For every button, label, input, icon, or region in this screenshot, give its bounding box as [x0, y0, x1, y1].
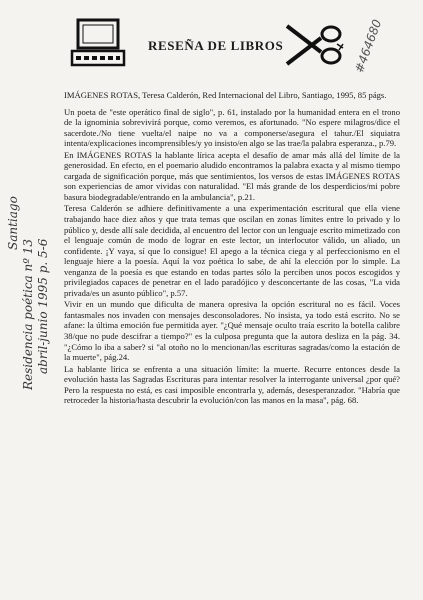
margin-note-line-3: abril-junio 1995 p. 5-6: [36, 238, 50, 374]
section-title: RESEÑA DE LIBROS: [148, 38, 284, 53]
review-paragraph: Teresa Calderón se adhiere definitivamente a una experimentación escritural que ella viene trabajando hace diez años y que trata temas que oscilan en zonas límites entre lo privado y lo público y, desde allí sale decidida, al encuentro del lector con un lenguaje escrito mimetizado con el lenguaje común de modo de lograr en este lector, un interlocutor válido, un aliado, un confidente. ¡Y vaya, sí que lo consigue! El apego a la técnica ciega y al perfeccionismo en el lenguaje hiere a la poesía. Aquí la voz poética lo sabe, de ahí la elección por lo simple. La venganza de la poesía es que estando en todas partes sólo la perciben unos pocos escogidos y privilegiados capaces de penetrar en el lado paradójico y desconcertante de las cosas, "La vida privada/es un asunto público", p.57.: [64, 203, 400, 298]
review-body: [64, 90, 400, 407]
review-paragraph: Vivir en un mundo que dificulta de manera opresiva la opción escritural no es fácil. Voces fantasmales nos invaden con mensajes desconsoladores. No insista, ya todo está escrito. No se afane: la última emoción fue permitida ayer. "¿Qué mensaje oculto traía escrito la botella calibre 38/que no pude descifrar a tiempo?" es la culposa pregunta que la autora desliza en la pág. 34. "¿Cómo lo iba a saber? si "al otoño no lo mencionan/las escrituras sagradas/como la estación de la muerte", pág.24.: [64, 299, 400, 363]
margin-note-line-1: Santiago: [6, 196, 20, 250]
handwritten-margin-note: [6, 196, 51, 390]
review-paragraph: En IMÁGENES ROTAS la hablante lírica acepta el desafío de amar más allá del límite de la generosidad. En efecto, en el poemario aludido encontramos la palabra exacta y al mismo tiempo cargada de significación porque, más que sentimientos, los versos de estas IMÁGENES ROTAS son experiencias de amor vividas con naturalidad. "El más grande de los desperdicios/mi pobre basura biodegradable/entrando en la ambulancia", p.21.: [64, 149, 400, 202]
scissors-icon: [283, 22, 345, 68]
computer-icon: [70, 18, 126, 68]
review-paragraph: Un poeta de "este operático final de siglo", p. 61, instalado por la humanidad entera en el trono de la ignominia sobrevivirá porque, como veremos, es afortunado. "No espere milagros/dice el sacerdote./No tiene vuelta/el naipe no va a componerse/asegura el tahur./El siquiatra intenta/explicaciones incomprensibles/y yo insisto/en algo se las trae/la palabra esperanza., p.79.: [64, 106, 400, 149]
catalog-number: #464680: [352, 17, 385, 75]
book-reference: IMÁGENES ROTAS, Teresa Calderón, Red Internacional del Libro, Santiago, 1995, 85 págs.: [64, 90, 387, 100]
review-paragraph: La hablante lírica se enfrenta a una situación límite: la muerte. Recurre entonces desde la evolución hasta las Sagradas Escrituras para intentar resolver la interrogante universal ¿por qué? Pero la respuesta no está, es casi imposible encontrarla y, además, desesperanzador. "Habría que retroceder la historia/hasta descubrir la evolución/con las manos en la masa", pág. 68.: [64, 363, 400, 406]
margin-note-line-2: Residencia poética nº 13: [21, 239, 35, 390]
